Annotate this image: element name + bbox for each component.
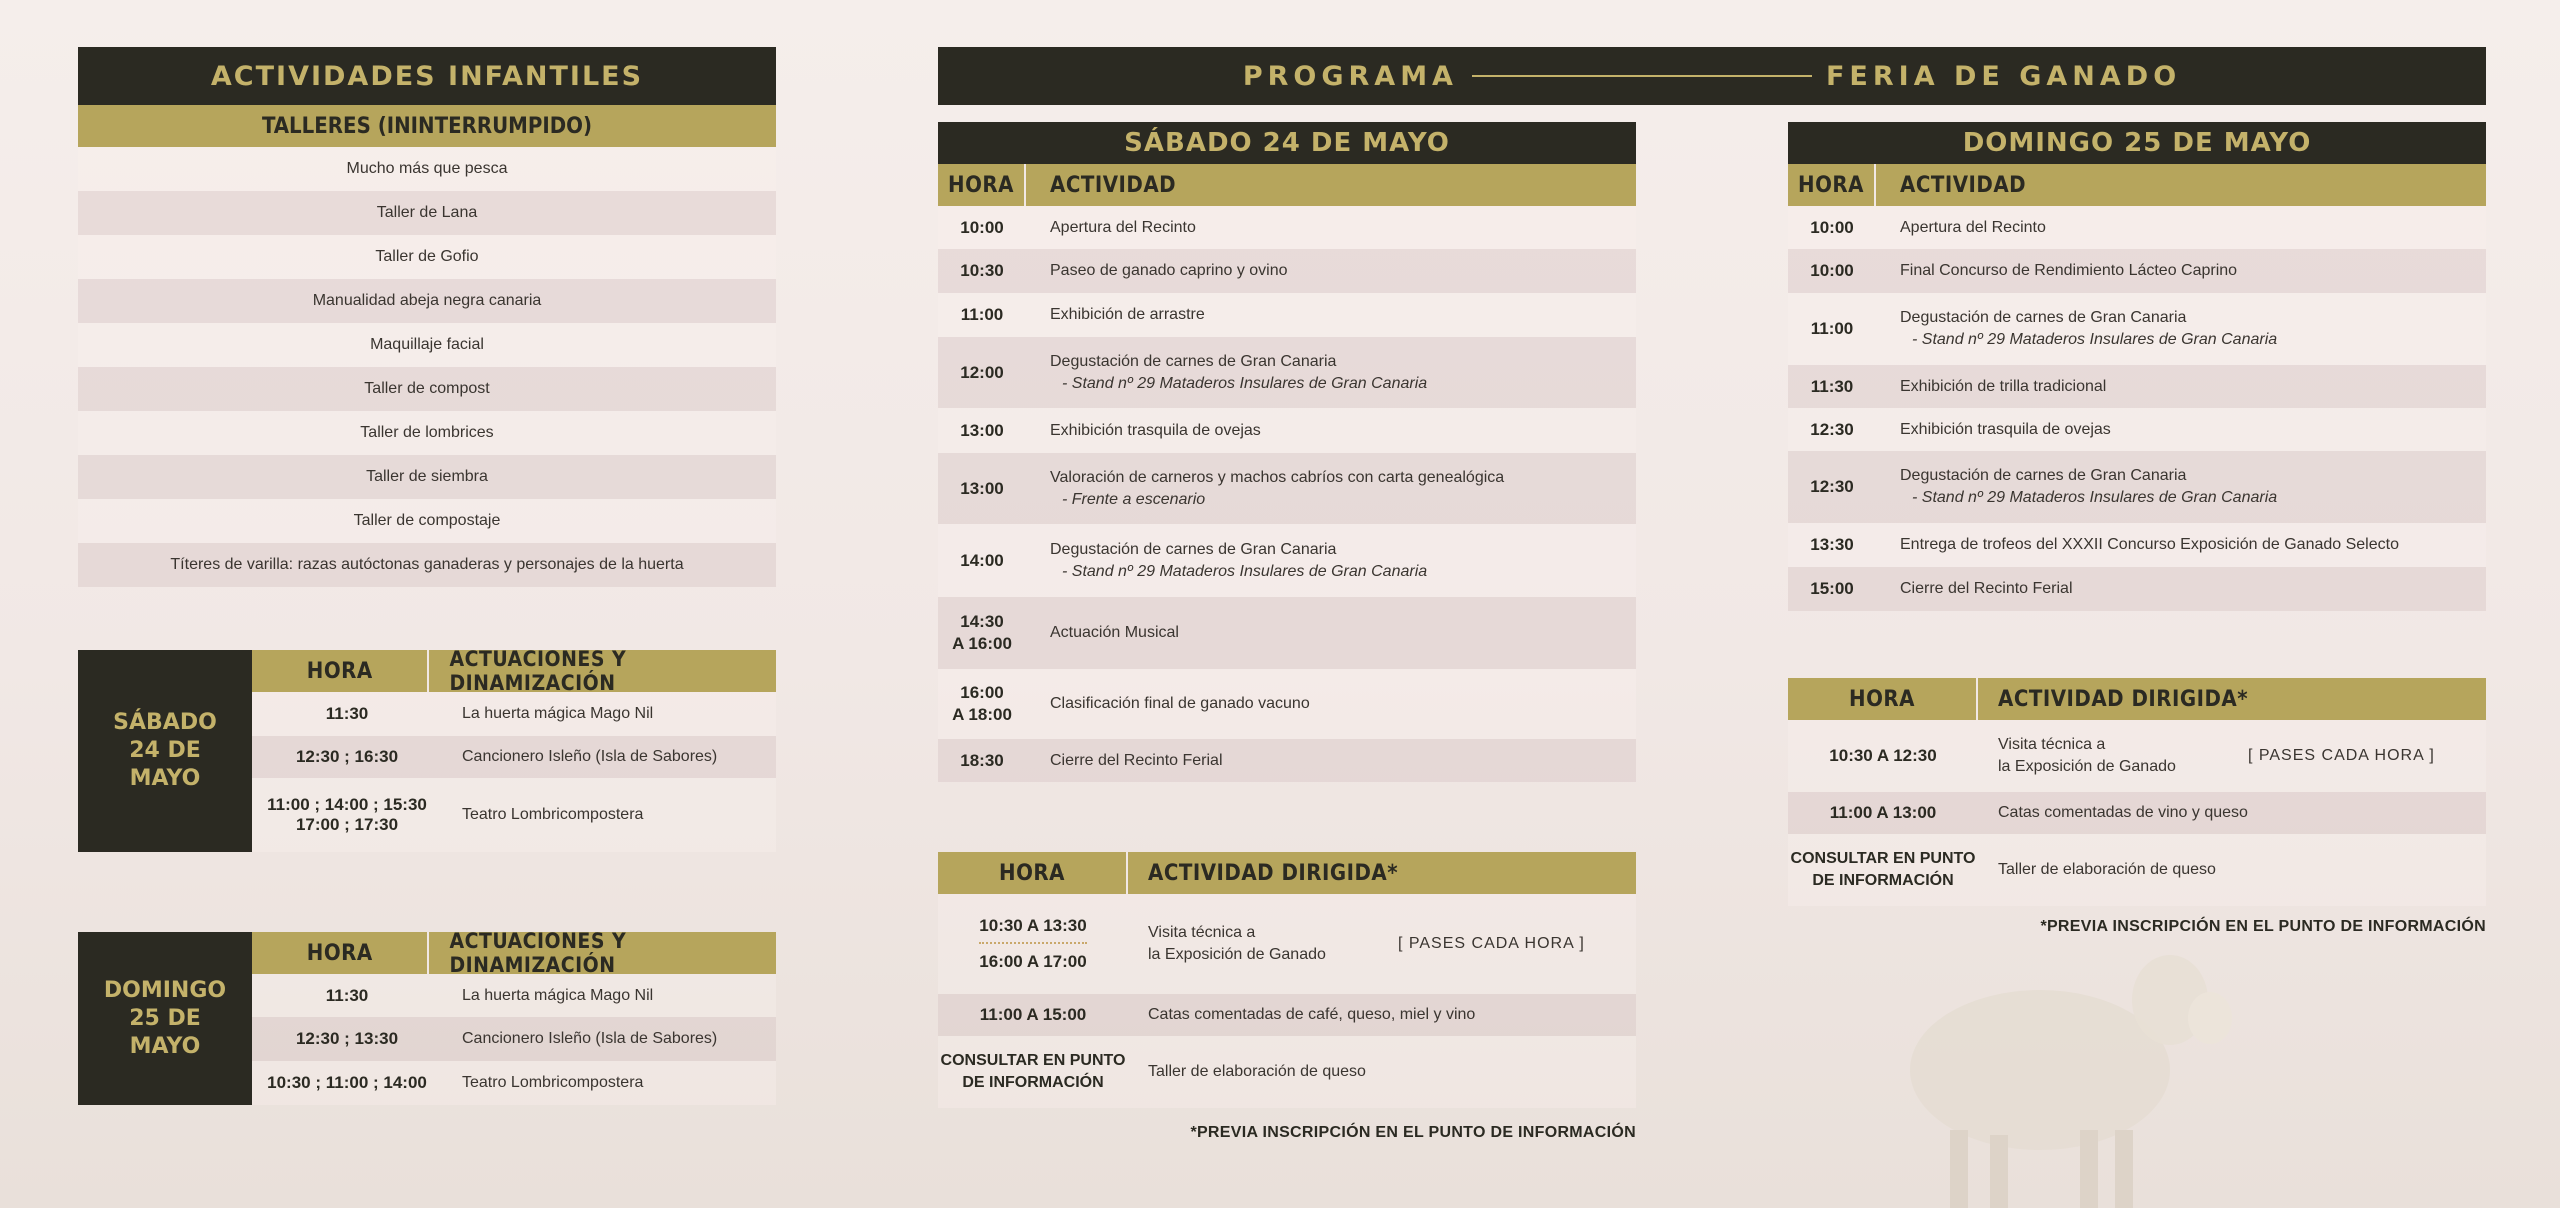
col-actuaciones: ACTUACIONES Y DINAMIZACIÓN (449, 929, 627, 977)
table-row (252, 1017, 776, 1061)
list-item: Taller de siembra (78, 455, 776, 499)
row-time-group (938, 682, 1026, 726)
table-row (938, 669, 1636, 739)
row-time: A 16:00 (952, 634, 1012, 653)
col-hora: HORA (938, 852, 1128, 894)
sabado-title: SÁBADO 24 DE MAYO (938, 122, 1636, 164)
table-row (938, 1036, 1636, 1108)
row-time: 11:30 (1810, 376, 1854, 396)
row-activity: Degustación de carnes de Gran Canaria (1900, 309, 2187, 326)
domingo-dirigida-table (1788, 678, 2486, 906)
row-activity-group (1026, 467, 1504, 511)
row-activity-group (1026, 539, 1427, 583)
domingo-side-label (78, 932, 252, 1105)
table-row (1788, 834, 2486, 906)
col-actividad: ACTIVIDAD (1900, 172, 2027, 198)
sabado-actuaciones-table (252, 647, 776, 852)
list-item: Maquillaje facial (78, 323, 776, 367)
row-activity: Taller de elaboración de queso (1148, 1063, 1366, 1080)
row-time-group (252, 795, 442, 835)
table-row (252, 736, 776, 778)
row-time: 13:30 (1810, 535, 1854, 554)
table-row (938, 524, 1636, 597)
row-time-group (938, 611, 1026, 655)
row-activity: Entrega de trofeos del XXXII Concurso Exposición de Ganado Selecto (1900, 536, 2399, 553)
row-activity: Teatro Lombricompostera (462, 806, 644, 823)
row-time: 10:00 (1810, 261, 1854, 280)
list-item: Taller de lombrices (78, 411, 776, 455)
row-time: 10:30 (960, 261, 1004, 280)
table-row (1788, 523, 2486, 567)
row-activity: Paseo de ganado caprino y ovino (1050, 262, 1288, 279)
table-row (938, 994, 1636, 1036)
row-time: 10:30 A 12:30 (1829, 746, 1937, 765)
domingo-actuaciones-table (252, 929, 776, 1105)
list-item: Mucho más que pesca (78, 147, 776, 191)
table-row (1788, 451, 2486, 523)
row-activity: Clasificación final de ganado vacuno (1050, 695, 1310, 712)
col-hora: HORA (252, 932, 429, 974)
table-row (252, 778, 776, 852)
row-time: 12:30 (1810, 477, 1854, 496)
table-row (1788, 720, 2486, 792)
row-activity: Exhibición de trilla tradicional (1900, 377, 2107, 395)
row-activity: Final Concurso de Rendimiento Lácteo Caprino (1900, 262, 2238, 279)
table-row (252, 974, 776, 1017)
row-activity: Exhibición trasquila de ovejas (1050, 421, 1261, 439)
talleres-subtitle: TALLERES (ININTERRUMPIDO) (78, 105, 776, 147)
row-activity: La huerta mágica Mago Nil (462, 986, 654, 1004)
row-time: 14:30 (960, 612, 1004, 631)
row-time: 17:00 ; 17:30 (295, 815, 399, 834)
row-activity-sub: - Stand nº 29 Mataderos Insulares de Gran Canaria (1062, 374, 1428, 392)
col-actuaciones: ACTUACIONES Y DINAMIZACIÓN (449, 647, 627, 695)
side-label-line: 25 DE (129, 1005, 201, 1031)
table-row (1788, 567, 2486, 611)
row-activity: Cancionero Isleño (Isla de Sabores) (462, 748, 718, 765)
banner-left: PROGRAMA (1242, 60, 1458, 92)
row-activity-group (1978, 734, 2248, 778)
row-activity: Degustación de carnes de Gran Canaria (1050, 540, 1337, 558)
passes-note: [ PASES CADA HORA ] (1398, 935, 1585, 952)
row-time: 12:30 ; 16:30 (295, 747, 399, 766)
table-row (1788, 293, 2486, 365)
list-item: Taller de compost (78, 367, 776, 411)
table-row (1788, 365, 2486, 408)
row-activity: Valoración de carneros y machos cabríos con carta genealógica (1050, 468, 1505, 486)
side-label-line: DOMINGO (103, 977, 227, 1003)
side-label-line: SÁBADO (113, 710, 217, 735)
list-item: Manualidad abeja negra canaria (78, 279, 776, 323)
row-activity: Apertura del Recinto (1050, 218, 1196, 236)
col-actividad-dirigida: ACTIVIDAD DIRIGIDA* (1998, 686, 2249, 712)
domingo-program-table (1788, 164, 2486, 611)
row-activity: Exhibición trasquila de ovejas (1900, 420, 2111, 438)
list-item: Títeres de varilla: razas autóctonas ganaderas y personajes de la huerta (78, 543, 776, 587)
row-activity: Degustación de carnes de Gran Canaria (1050, 352, 1337, 370)
row-activity: Actuación Musical (1050, 624, 1179, 641)
row-time: 10:00 (960, 217, 1004, 237)
domingo-title: DOMINGO 25 DE MAYO (1788, 122, 2486, 164)
row-activity: la Exposición de Ganado (1998, 758, 2176, 775)
row-activity-sub: - Frente a escenario (1062, 490, 1206, 508)
programa-banner (938, 47, 2486, 105)
sabado-footnote: *PREVIA INSCRIPCIÓN EN EL PUNTO DE INFORMACIÓN (1190, 1124, 1636, 1141)
row-time: 15:00 (1810, 579, 1854, 598)
list-item: Taller de Lana (78, 191, 776, 235)
sabado-dirigida-table (938, 852, 1636, 1108)
row-time: 16:00 (960, 683, 1004, 702)
row-activity-sub: - Stand nº 29 Mataderos Insulares de Gran Canaria (1062, 562, 1428, 580)
row-time: 10:30 A 13:30 (979, 916, 1086, 944)
row-activity: Visita técnica a (1998, 736, 2106, 753)
row-time: 12:30 (1810, 419, 1854, 439)
row-activity: Cancionero Isleño (Isla de Sabores) (462, 1030, 718, 1047)
row-time-group (1788, 848, 1978, 892)
col-hora: HORA (1788, 164, 1876, 206)
row-activity-group (1876, 307, 2277, 351)
side-label-line: MAYO (129, 766, 201, 791)
table-row (938, 293, 1636, 337)
talleres-list (78, 147, 776, 587)
row-time: 11:00 (1810, 319, 1854, 338)
row-time: 13:00 (960, 478, 1004, 498)
row-time: 12:00 (960, 362, 1004, 382)
table-row (938, 337, 1636, 408)
row-time: 11:00 A 13:00 (1829, 803, 1937, 822)
row-time: 11:30 (325, 704, 369, 723)
col-hora: HORA (1788, 678, 1978, 720)
row-activity: Degustación de carnes de Gran Canaria (1900, 467, 2187, 484)
table-row (938, 249, 1636, 293)
row-time: 10:30 ; 11:00 ; 14:00 (267, 1073, 427, 1092)
row-activity: Teatro Lombricompostera (462, 1074, 644, 1091)
table-row (1788, 408, 2486, 451)
row-time: 14:00 (960, 550, 1004, 570)
row-time: 10:00 (1810, 217, 1854, 237)
col-actividad-dirigida: ACTIVIDAD DIRIGIDA* (1148, 860, 1399, 886)
row-activity-group (1026, 351, 1427, 395)
domingo-footnote: *PREVIA INSCRIPCIÓN EN EL PUNTO DE INFORMACIÓN (2040, 918, 2486, 935)
infantiles-title: ACTIVIDADES INFANTILES (78, 47, 776, 105)
table-row (1788, 249, 2486, 293)
row-time: 11:00 ; 14:00 ; 15:30 (267, 795, 427, 814)
table-row (938, 206, 1636, 249)
row-activity: La huerta mágica Mago Nil (462, 705, 654, 722)
col-actividad: ACTIVIDAD (1050, 172, 1177, 198)
row-time: 13:00 (960, 420, 1004, 440)
row-time: 11:30 (325, 985, 369, 1005)
row-time-group (938, 916, 1128, 972)
row-time: 11:00 (960, 305, 1004, 324)
row-activity: Cierre del Recinto Ferial (1050, 751, 1223, 769)
side-label-line: 24 DE (129, 738, 201, 763)
row-time: A 18:00 (952, 705, 1012, 724)
sabado-side-label (78, 650, 252, 852)
passes-note: [ PASES CADA HORA ] (2248, 747, 2435, 764)
row-time: 16:00 A 17:00 (979, 952, 1087, 971)
table-row (938, 597, 1636, 669)
row-activity: Taller de elaboración de queso (1998, 861, 2216, 878)
row-activity: Catas comentadas de vino y queso (1998, 804, 2248, 821)
row-activity-sub: - Stand nº 29 Mataderos Insulares de Gran Canaria (1912, 331, 2278, 348)
row-time: 18:30 (960, 750, 1004, 770)
row-activity: Cierre del Recinto Ferial (1900, 580, 2073, 597)
banner-divider (1472, 75, 1812, 77)
row-activity: Exhibición de arrastre (1050, 306, 1205, 323)
row-activity-sub: - Stand nº 29 Mataderos Insulares de Gran Canaria (1912, 489, 2278, 506)
row-activity-group (1128, 922, 1398, 966)
row-time: DE INFORMACIÓN (1812, 872, 1954, 889)
sheep-illustration (1880, 950, 2280, 1208)
row-activity: Apertura del Recinto (1900, 218, 2046, 236)
row-activity-group (1876, 465, 2277, 509)
banner-right: FERIA DE GANADO (1825, 60, 2182, 92)
row-activity: Catas comentadas de café, queso, miel y vino (1148, 1006, 1476, 1023)
row-activity: la Exposición de Ganado (1148, 946, 1326, 963)
table-row (938, 453, 1636, 524)
table-row (1788, 792, 2486, 834)
table-row (938, 739, 1636, 782)
table-row (252, 1061, 776, 1105)
row-time: DE INFORMACIÓN (962, 1074, 1104, 1091)
side-label-line: MAYO (129, 1033, 201, 1059)
table-row (938, 408, 1636, 453)
list-item: Taller de Gofio (78, 235, 776, 279)
sabado-program-table (938, 164, 1636, 782)
col-hora: HORA (938, 164, 1026, 206)
row-time: 12:30 ; 13:30 (295, 1029, 399, 1048)
row-time: CONSULTAR EN PUNTO (1790, 850, 1976, 867)
table-row (1788, 206, 2486, 249)
table-row (252, 692, 776, 736)
list-item: Taller de compostaje (78, 499, 776, 543)
row-activity: Visita técnica a (1148, 924, 1256, 941)
row-time: CONSULTAR EN PUNTO (940, 1052, 1126, 1069)
col-hora: HORA (252, 650, 429, 692)
row-time-group (938, 1050, 1128, 1094)
table-row (938, 894, 1636, 994)
row-time: 11:00 A 15:00 (979, 1005, 1087, 1024)
